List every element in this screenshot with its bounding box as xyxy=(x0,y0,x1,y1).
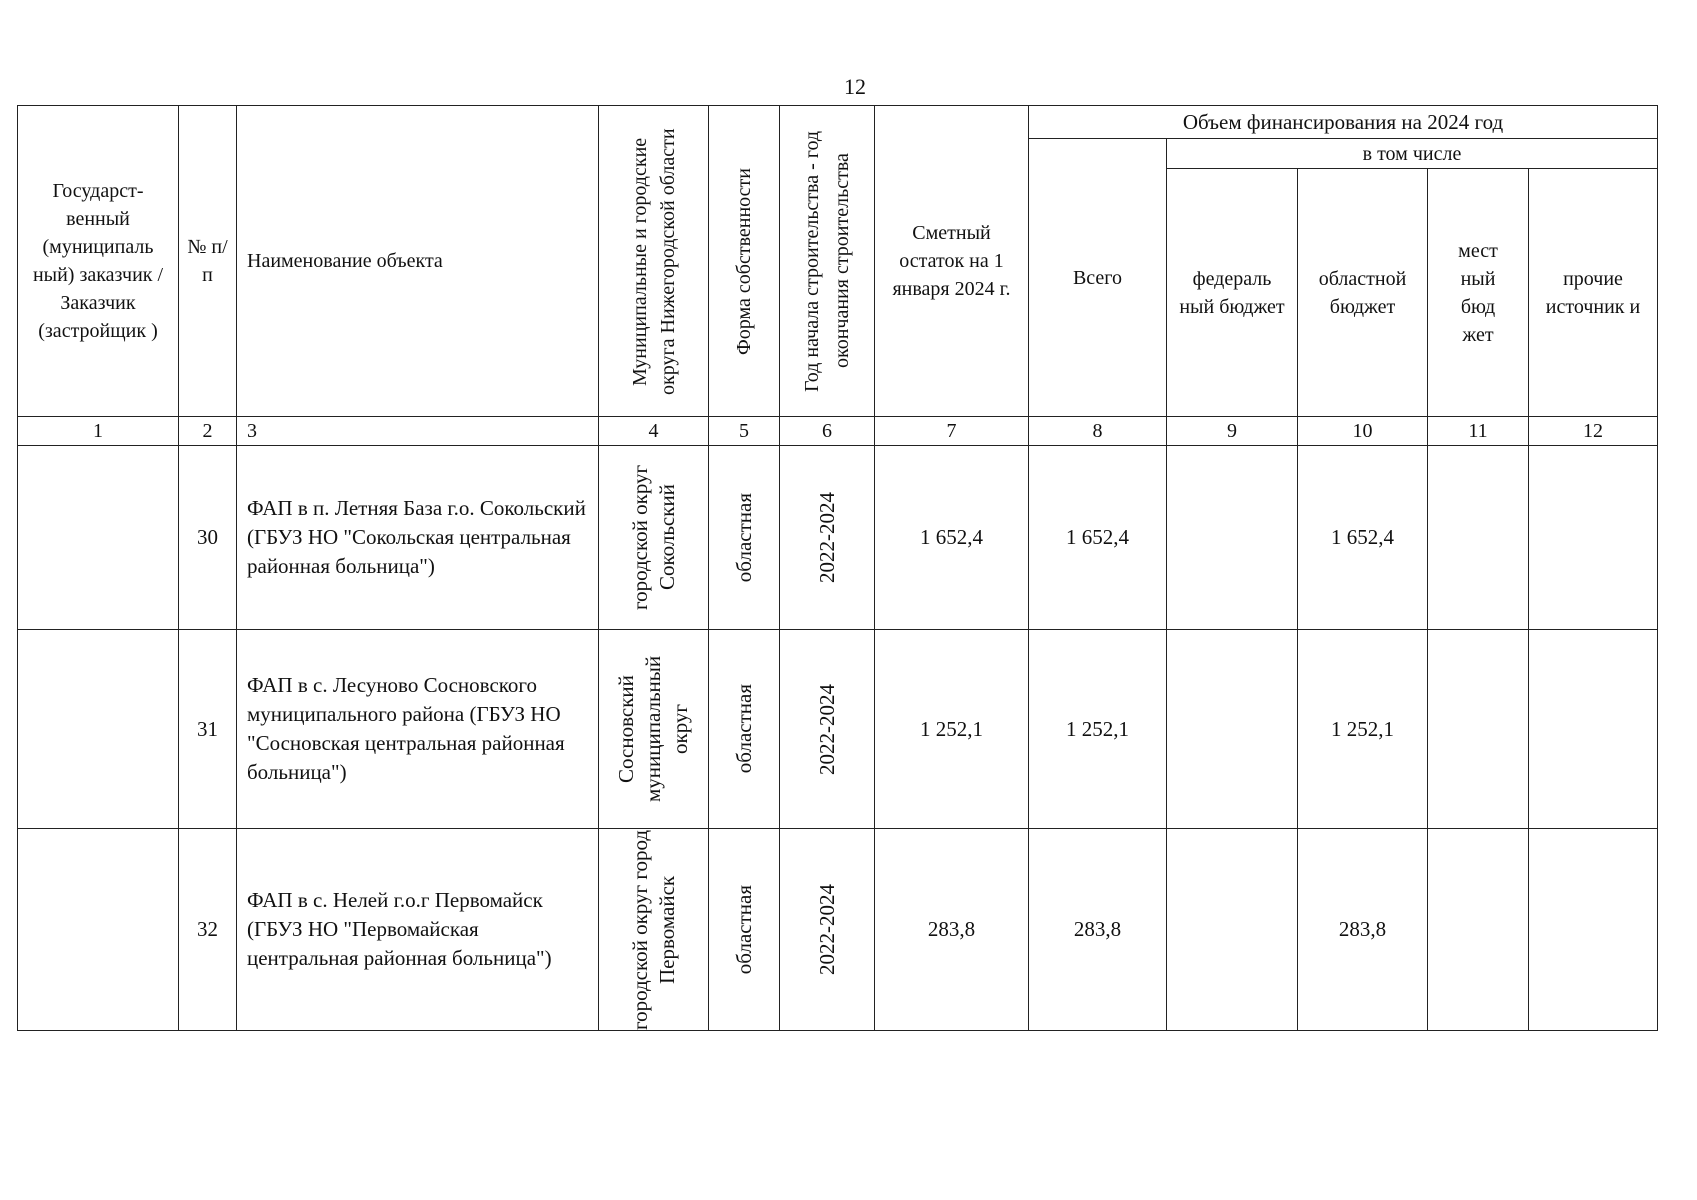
row-number: 31 xyxy=(179,630,237,829)
header-ownership-label: Форма собственности xyxy=(733,167,755,355)
header-years xyxy=(780,106,875,417)
column-number: 12 xyxy=(1529,417,1658,446)
financing-table xyxy=(17,105,1658,1031)
row-local xyxy=(1428,446,1529,630)
row-other xyxy=(1529,630,1658,829)
row-ownership-label: областная xyxy=(731,684,756,774)
column-number: 11 xyxy=(1428,417,1529,446)
row-years xyxy=(780,630,875,829)
header-financing-volume-label: Объем финансирования на 2024 год xyxy=(1182,110,1504,134)
row-total: 283,8 xyxy=(1029,829,1167,1031)
row-municipality xyxy=(599,829,709,1031)
row-municipality xyxy=(599,630,709,829)
column-number: 10 xyxy=(1298,417,1428,446)
header-including xyxy=(1167,139,1658,169)
column-number: 6 xyxy=(780,417,875,446)
row-federal xyxy=(1167,630,1298,829)
row-estimate-balance: 1 652,4 xyxy=(875,446,1029,630)
header-ownership xyxy=(709,106,780,417)
column-number: 2 xyxy=(179,417,237,446)
row-ownership xyxy=(709,630,780,829)
row-object-name: ФАП в п. Летняя База г.о. Сокольский (ГБУЗ НО "Сокольская центральная районная больница") xyxy=(237,446,599,630)
header-federal-budget xyxy=(1167,169,1298,417)
header-years-label: Год начала строительства - год окончания строительства xyxy=(801,130,853,392)
row-years-label: 2022-2024 xyxy=(814,683,839,775)
row-ownership-label: областная xyxy=(731,884,756,975)
row-municipality-label: городской округ Сокольский xyxy=(627,464,679,611)
row-years-label: 2022-2024 xyxy=(814,884,839,975)
header-estimate-balance-label: Сметный остаток на 1 января 2024 г. xyxy=(892,222,1011,300)
row-customer xyxy=(18,630,179,829)
row-regional: 1 652,4 xyxy=(1298,446,1428,630)
row-ownership-label: областная xyxy=(731,492,756,583)
row-other xyxy=(1529,446,1658,630)
column-number: 7 xyxy=(875,417,1029,446)
row-customer xyxy=(18,446,179,630)
row-ownership xyxy=(709,446,780,630)
row-object-name: ФАП в с. Нелей г.о.г Первомайск (ГБУЗ НО "Первомайская центральная районная больница") xyxy=(237,829,599,1031)
page-number: 12 xyxy=(844,74,866,99)
row-number: 30 xyxy=(179,446,237,630)
header-municipality-label: Муниципальные и городские округа Нижегородской области xyxy=(628,128,679,396)
header-total-label: Всего xyxy=(1072,266,1123,289)
row-other xyxy=(1529,829,1658,1031)
row-number: 32 xyxy=(179,829,237,1031)
header-estimate-balance xyxy=(875,106,1029,417)
header-municipality xyxy=(599,106,709,417)
column-number: 1 xyxy=(18,417,179,446)
row-total: 1 652,4 xyxy=(1029,446,1167,630)
header-customer xyxy=(18,106,179,417)
header-federal-budget-label: федераль ный бюджет xyxy=(1179,267,1285,318)
row-regional: 1 252,1 xyxy=(1298,630,1428,829)
header-financing-volume xyxy=(1029,106,1658,139)
header-regional-budget-label: областной бюджет xyxy=(1318,267,1407,318)
row-municipality xyxy=(599,446,709,630)
header-other-sources xyxy=(1529,169,1658,417)
row-municipality-label: городской округ город Первомайск xyxy=(627,829,679,1030)
header-total xyxy=(1029,139,1167,417)
column-number: 9 xyxy=(1167,417,1298,446)
row-local xyxy=(1428,829,1529,1031)
row-regional: 283,8 xyxy=(1298,829,1428,1031)
column-number: 5 xyxy=(709,417,780,446)
header-including-label: в том числе xyxy=(1362,142,1462,165)
row-federal xyxy=(1167,829,1298,1031)
column-number: 8 xyxy=(1029,417,1167,446)
row-object-name: ФАП в с. Лесуново Сосновского муниципального района (ГБУЗ НО "Сосновская центральная районная больница") xyxy=(237,630,599,829)
header-object-name-label: Наименование объекта xyxy=(247,250,443,272)
header-number xyxy=(179,106,237,417)
header-number-label: № п/п xyxy=(187,236,228,286)
column-number: 4 xyxy=(599,417,709,446)
row-customer xyxy=(18,829,179,1031)
header-regional-budget xyxy=(1298,169,1428,417)
header-local-budget xyxy=(1428,169,1529,417)
row-estimate-balance: 1 252,1 xyxy=(875,630,1029,829)
column-number: 3 xyxy=(237,417,599,446)
row-years xyxy=(780,446,875,630)
row-years-label: 2022-2024 xyxy=(814,492,839,583)
row-years xyxy=(780,829,875,1031)
row-federal xyxy=(1167,446,1298,630)
header-local-budget-label: мест ный бюд жет xyxy=(1458,239,1498,346)
row-municipality-label: Сосновский муниципальный округ xyxy=(614,655,692,803)
header-other-sources-label: прочие источник и xyxy=(1545,267,1641,318)
row-estimate-balance: 283,8 xyxy=(875,829,1029,1031)
header-object-name xyxy=(237,106,599,417)
row-ownership xyxy=(709,829,780,1031)
row-total: 1 252,1 xyxy=(1029,630,1167,829)
row-local xyxy=(1428,630,1529,829)
header-customer-label: Государст-венный (муниципаль ный) заказчик / Заказчик (застройщик ) xyxy=(32,180,164,342)
